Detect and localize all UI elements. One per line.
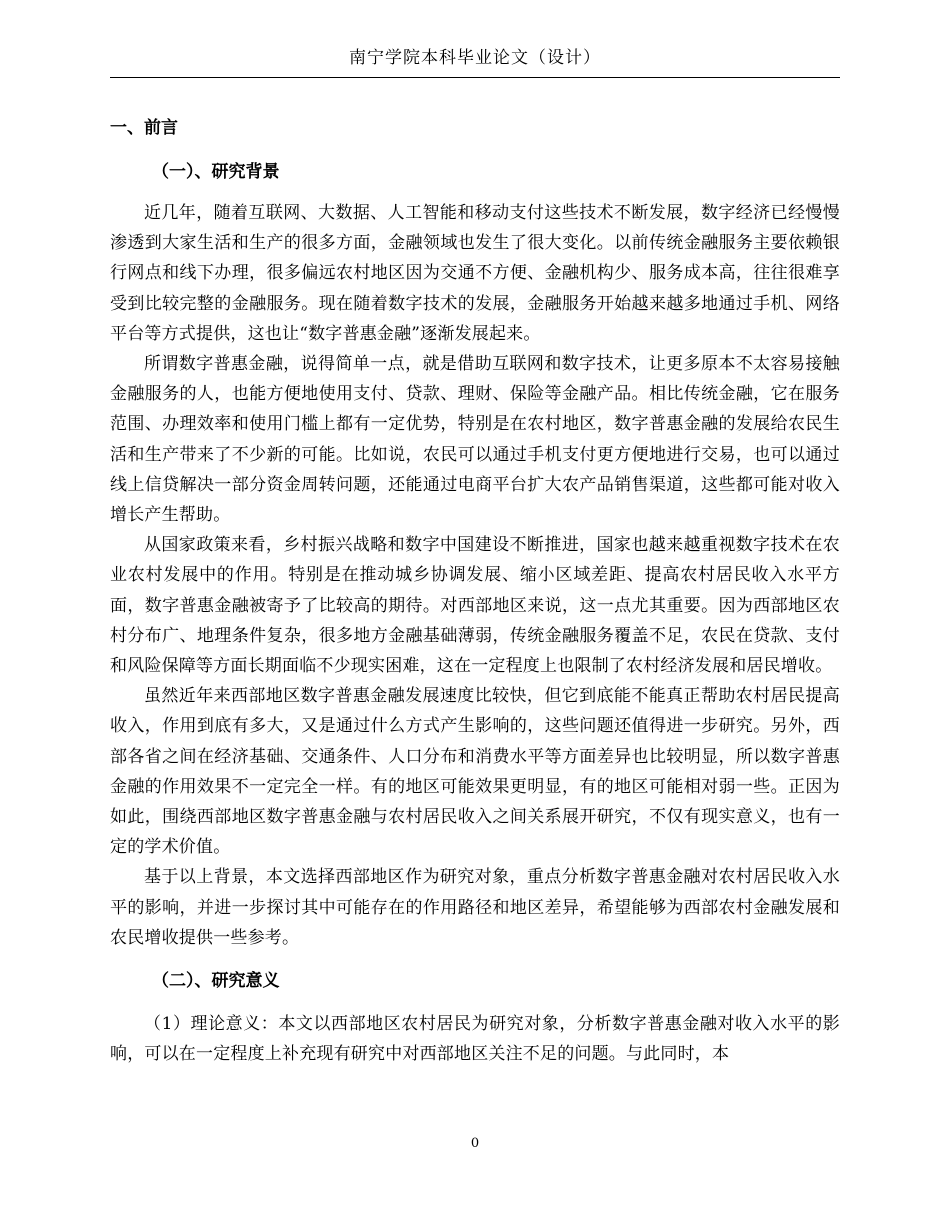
spacer — [110, 146, 840, 154]
paragraph-2: 所谓数字普惠金融，说得简单一点，就是借助互联网和数字技术，让更多原本不太容易接触金融服务的人，也能方便地使用支付、贷款、理财、保险等金融产品。相比传统金融，它在服务范围、办理效率和使用门槛上都有一定优势，特别是在农村地区，数字普惠金融的发展给农民生活和生产带来了不少新的可能。比如说，农民可以通过手机支付更方便地进行交易，也可以通过线上信贷解决一部分资金周转问题，还能通过电商平台扩大农产品销售渠道，这些都可能对收入增长产生帮助。 — [110, 354, 840, 526]
header-divider — [110, 77, 840, 78]
paragraph-1: 近几年，随着互联网、大数据、人工智能和移动支付这些技术不断发展，数字经济已经慢慢渗透到大家生活和生产的很多方面，金融领域也发生了很大变化。以前传统金融服务主要依赖银行网点和线下办理，很多偏远农村地区因为交通不方便、金融机构少、服务成本高，往往很难享受到比较完整的金融服务。现在随着数字技术的发展，金融服务开始越来越多地通过手机、网络平台等方式提供，这也让“数字普惠金融”逐渐发展起来。 — [110, 203, 840, 344]
paragraph-4: 虽然近年来西部地区数字普惠金融发展速度比较快，但它到底能不能真正帮助农村居民提高收入，作用到底有多大，又是通过什么方式产生影响的，这些问题还值得进一步研究。另外，西部各省之间在经济基础、交通条件、人口分布和消费水平等方面差异也比较明显，所以数字普惠金融的作用效果不一定完全一样。有的地区可能效果更明显，有的地区可能相对弱一些。正因为如此，围绕西部地区数字普惠金融与农村居民收入之间关系展开研究，不仅有现实意义，也有一定的学术价值。 — [110, 686, 840, 858]
section-heading: 一、前言 — [110, 118, 178, 138]
paragraph-5: 基于以上背景，本文选择西部地区作为研究对象，重点分析数字普惠金融对农村居民收入水平的影响，并进一步探讨其中可能存在的作用路径和地区差异，希望能够为西部农村金融发展和农民增收提供一些参考。 — [110, 867, 840, 948]
subsection-heading-significance: （二）、研究意义 — [152, 971, 280, 992]
spacer — [110, 953, 840, 963]
document-body — [110, 110, 840, 1069]
spacer — [110, 999, 840, 1009]
spacer — [110, 190, 840, 198]
running-header: 南宁学院本科毕业论文（设计） — [349, 48, 601, 68]
subsection-heading-background: （一）、研究背景 — [152, 162, 280, 182]
paragraph-6: （1）理论意义：本文以西部地区农村居民为研究对象，分析数字普惠金融对收入水平的影响，可以在一定程度上补充现有研究中对西部地区关注不足的问题。与此同时，本 — [110, 1014, 840, 1065]
paragraph-3: 从国家政策来看，乡村振兴战略和数字中国建设不断推进，国家也越来越重视数字技术在农业农村发展中的作用。特别是在推动城乡协调发展、缩小区域差距、提高农村居民收入水平方面，数字普惠金融被寄予了比较高的期待。对西部地区来说，这一点尤其重要。因为西部地区农村分布广、地理条件复杂，很多地方金融基础薄弱，传统金融服务覆盖不足，农民在贷款、支付和风险保障等方面长期面临不少现实困难，这在一定程度上也限制了农村经济发展和居民增收。 — [110, 535, 840, 677]
page-number: 0 — [470, 1136, 480, 1151]
